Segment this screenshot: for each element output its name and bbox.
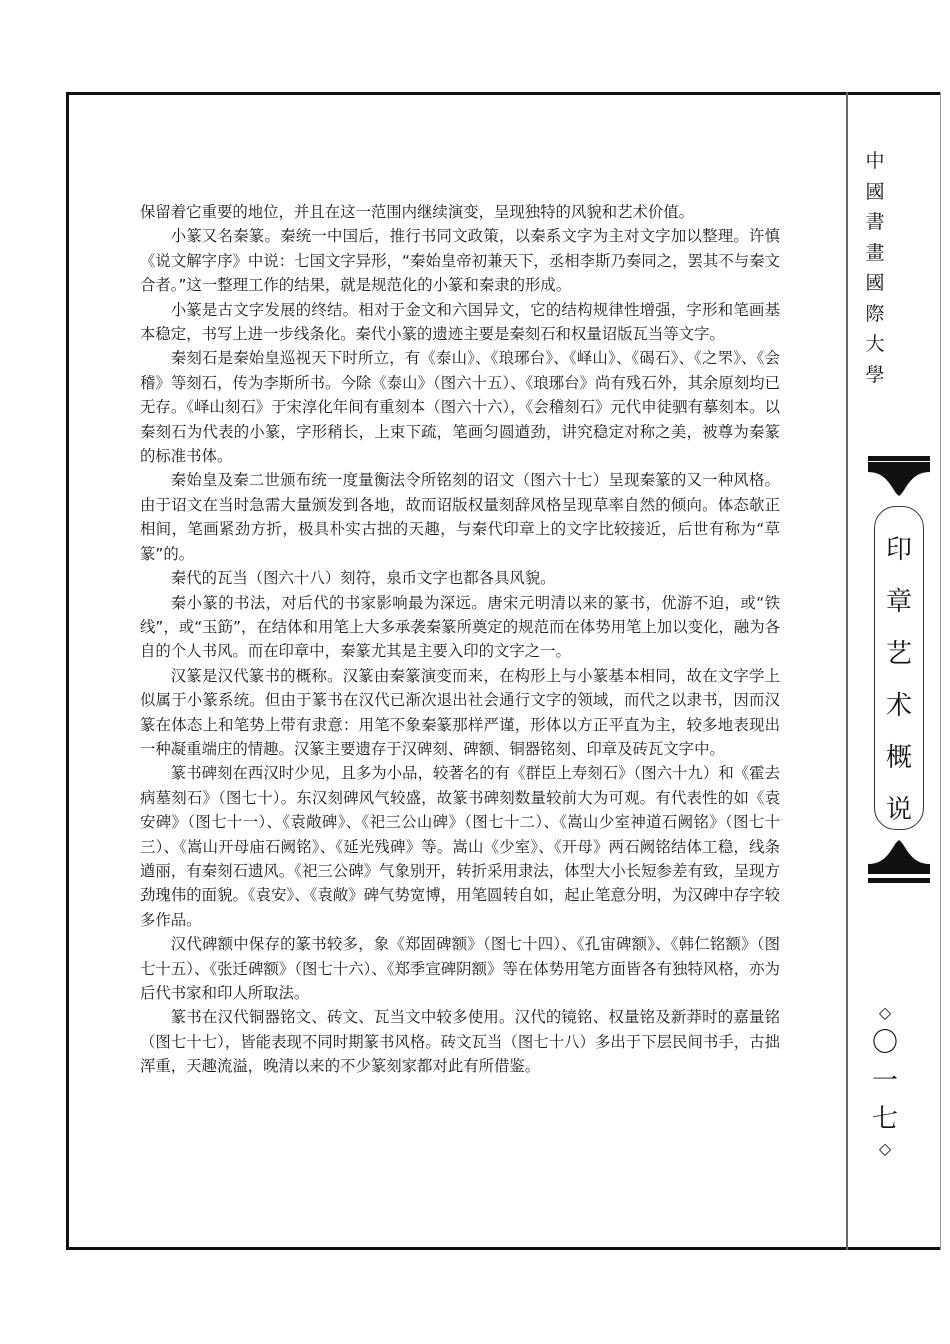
page-number-vertical [868,1002,902,1160]
paragraph: 篆书碑刻在西汉时少见，且多为小品，较著名的有《群臣上寿刻石》（图六十九）和《霍去病墓刻石》（图七十）。东汉刻碑风气较盛，故篆书碑刻数量较前大为可观。有代表性的如《袁安碑》（图七十一）、《袁敞碑》、《祀三公山碑》（图七十二）、《嵩山少室神道石阙铭》（图七十三）、《嵩山开母庙石阙铭》、《延光残碑》等。嵩山《少室》、《开母》两石阙铭结体工稳，线条遒丽，有秦刻石遗风。《祀三公碑》气象别开，转折采用隶法，体型大小长短参差有致，呈现方劲瑰伟的面貌。《袁安》、《袁敞》碑气势宽博，用笔圆转自如，起止笔意分明，为汉碑中存字较多作品。 [140,764,780,929]
school-char: 畫 [865,241,885,264]
school-char: 書 [865,211,885,233]
title-char: 术 [885,691,912,721]
title-char: 章 [885,587,912,617]
paragraph: 秦始皇及秦二世颁布统一度量衡法令所铭刻的诏文（图六十七）呈现秦篆的又一种风格。由于诏文在当时急需大量颁发到各地，故而诏版权量刻辞风格呈现草率自然的倾向。体态欹正相间，笔画紧劲方折，极具朴实古拙的天趣，与秦代印章上的文字比较接近，后世有称为“草篆”的。 [140,471,780,563]
top-cloud-ornament-icon [868,462,930,496]
diamond-ornament-icon: ◇ [878,1003,892,1022]
diamond-ornament-icon: ◇ [878,1139,892,1158]
school-char: 學 [865,363,885,386]
paragraph: 秦代的瓦当（图六十八）刻符，泉币文字也都各具风貌。 [170,569,556,588]
title-char: 艺 [885,639,912,669]
page-digit: 一 [871,1066,898,1096]
title-char: 概 [885,743,912,773]
school-char: 國 [865,272,885,294]
sidebar-divider [846,92,848,1250]
page-digit: 〇 [871,1028,898,1058]
top-bar-ornament [868,456,930,461]
school-char: 國 [865,180,885,203]
school-char: 大 [865,333,885,355]
school-char: 際 [865,302,885,325]
school-char: 中 [865,150,885,172]
page-digit: 七 [871,1104,898,1134]
title-char: 说 [885,795,912,825]
paragraph: 汉代碑额中保存的篆书较多，象《郑固碑额》（图七十四）、《孔宙碑额》、《韩仁铭额》（图七十五）、《张迁碑额》（图七十六）、《郑季宣碑阴额》等在体势用笔方面皆各有独特风格，亦为后代书家和印人所取法。 [140,935,780,1002]
paragraph: 篆书在汉代铜器铭文、砖文、瓦当文中较多使用。汉代的镜铭、权量铭及新莽时的嘉量铭（图七十七），皆能表现不同时期篆书风格。砖文瓦当（图七十八）多出于下层民间书手，古拙浑重，天趣流溢，晚清以来的不少篆刻家都对此有所借鉴。 [140,1008,780,1076]
title-char: 印 [885,535,912,565]
paragraph: 小篆是古文字发展的终结。相对于金文和六国异文，它的结构规律性增强，字形和笔画基本稳定，书写上进一步线条化。秦代小篆的遗迹主要是秦刻石和权量诏版瓦当等文字。 [140,300,780,344]
paragraph: 小篆又名秦篆。秦统一中国后，推行书同文政策，以秦系文字为主对文字加以整理。许慎《说文解字序》中说：七国文字异形，“秦始皇帝初兼天下，丞相李斯乃奏同之，罢其不与秦文合者。”这一整理工作的结果，就是规范化的小篆和秦隶的形成。 [140,227,780,295]
bottom-bar-ornament [868,878,930,883]
paragraph: 汉篆是汉代篆书的概称。汉篆由秦篆演变而来，在构形上与小篆基本相同，故在文字学上似属于小篆系统。但由于篆书在汉代已渐次退出社会通行文字的领域，而代之以隶书，因而汉篆在体态上和笔势上带有隶意：用笔不象秦篆那样严谨，形体以方正平直为主，较多地表现出一种凝重端庄的情趣。汉篆主要遗存于汉碑刻、碑额、铜器铭刻、印章及砖瓦文字中。 [140,666,780,758]
body-text [140,200,780,1079]
school-name-vertical [858,146,892,390]
chapter-title-vertical [878,524,920,836]
paragraph: 秦刻石是秦始皇巡视天下时所立，有《泰山》、《琅琊台》、《峄山》、《碣石》、《之罘》、《会稽》等刻石，传为李斯所书。今除《泰山》（图六十五）、《琅琊台》尚有残石外，其余原刻均已无存。《峄山刻石》于宋淳化年间有重刻本（图六十六），《会稽刻石》元代申徒驷有摹刻本。以秦刻石为代表的小篆，字形稍长，上束下疏，笔画匀圆遒劲，讲究稳定对称之美，被尊为秦篆的标准书体。 [140,349,780,466]
paragraph: 保留着它重要的地位，并且在这一范围内继续演变，呈现独特的风貌和艺术价值。 [140,203,695,221]
paragraph: 秦小篆的书法，对后代的书家影响最为深远。唐宋元明清以来的篆书，优游不迫，或“铁线”，或“玉筯”，在结体和用笔上大多承袭秦篆所奠定的规范而在体势用笔上加以变化，融为各自的个人书风。而在印章中，秦篆尤其是主要入印的文字之一。 [140,593,780,661]
sidebar-outer-rule [940,92,941,1250]
bottom-cloud-ornament-icon [868,840,930,874]
